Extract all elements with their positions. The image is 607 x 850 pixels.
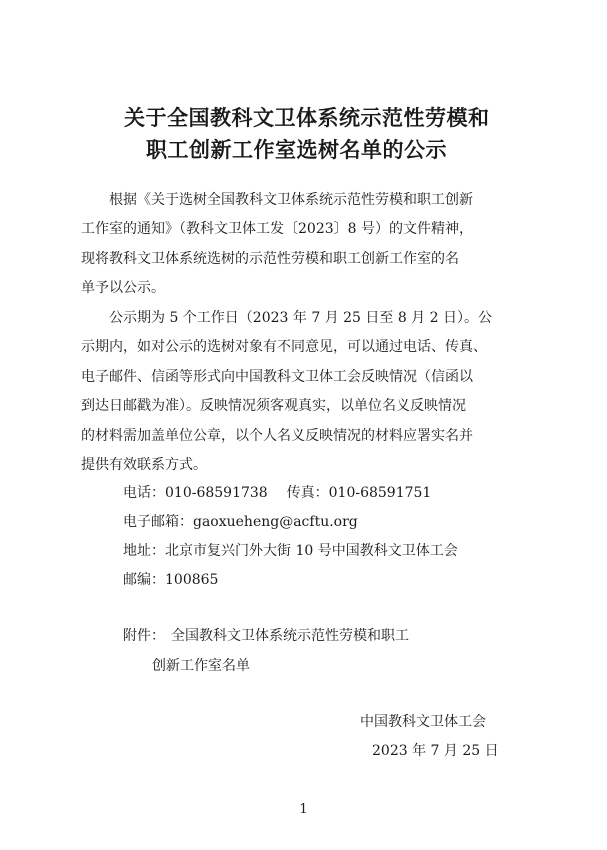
paragraph-line: 的材料需加盖单位公章，以个人名义反映情况的材料应署实名并 [81, 427, 473, 444]
paragraph-line: 到达日邮戳为准）。反映情况须客观真实，以单位名义反映情况 [81, 398, 466, 415]
paragraph-line: 提供有效联系方式。 [81, 457, 207, 474]
address-value: 北京市复兴门外大街 10 号中国教科文卫体工会 [165, 543, 458, 559]
paragraph-notice-basis [81, 186, 526, 304]
paragraph-line: 单予以公示。 [81, 280, 165, 297]
contact-address [123, 540, 458, 560]
email-address: gaoxueheng@acftu.org [193, 514, 358, 530]
title-line-2: 职工创新工作室选树名单的公示 [146, 137, 447, 162]
phone-label: 电话： [123, 485, 165, 501]
title-line-1: 关于全国教科文卫体系统示范性劳模和 [124, 105, 490, 130]
paragraph-line: 根据《关于选树全国教科文卫体系统示范性劳模和职工创新 [109, 192, 473, 208]
paragraph-line: 公示期为 5 个工作日（2023 年 7 月 25 日至 8 月 2 日）。公 [109, 310, 493, 326]
attachment-line-2: 创新工作室名单 [152, 658, 250, 674]
postcode-value: 100865 [165, 572, 219, 588]
email-label: 电子邮箱： [123, 514, 193, 530]
paragraph-publicity-period [81, 304, 526, 480]
contact-postcode [123, 569, 218, 589]
contact-phone-fax [123, 482, 431, 502]
address-label: 地址： [123, 543, 165, 559]
phone-number: 010-68591738 [165, 485, 268, 501]
postcode-label: 邮编： [123, 572, 165, 588]
paragraph-line: 工作室的通知》（教科文卫体工发〔2023〕8 号）的文件精神， [81, 221, 473, 238]
fax-label: 传真： [286, 485, 329, 501]
paragraph-line: 电子邮件、信函等形式向中国教科文卫体工会反映情况（信函以 [81, 368, 473, 385]
signature-organization: 中国教科文卫体工会 [360, 714, 486, 730]
attachment-line-1: 全国教科文卫体系统示范性劳模和职工 [171, 628, 409, 644]
page-number: 1 [299, 802, 308, 817]
paragraph-line: 现将教科文卫体系统选树的示范性劳模和职工创新工作室的名 [81, 250, 459, 267]
fax-number: 010-68591751 [328, 485, 432, 501]
signature-date: 2023 年 7 月 25 日 [372, 743, 499, 759]
attachment-label: 附件： [123, 628, 165, 644]
paragraph-line: 示期内，如对公示的选树对象有不同意见，可以通过电话、传真、 [81, 339, 487, 356]
contact-email [123, 511, 358, 531]
